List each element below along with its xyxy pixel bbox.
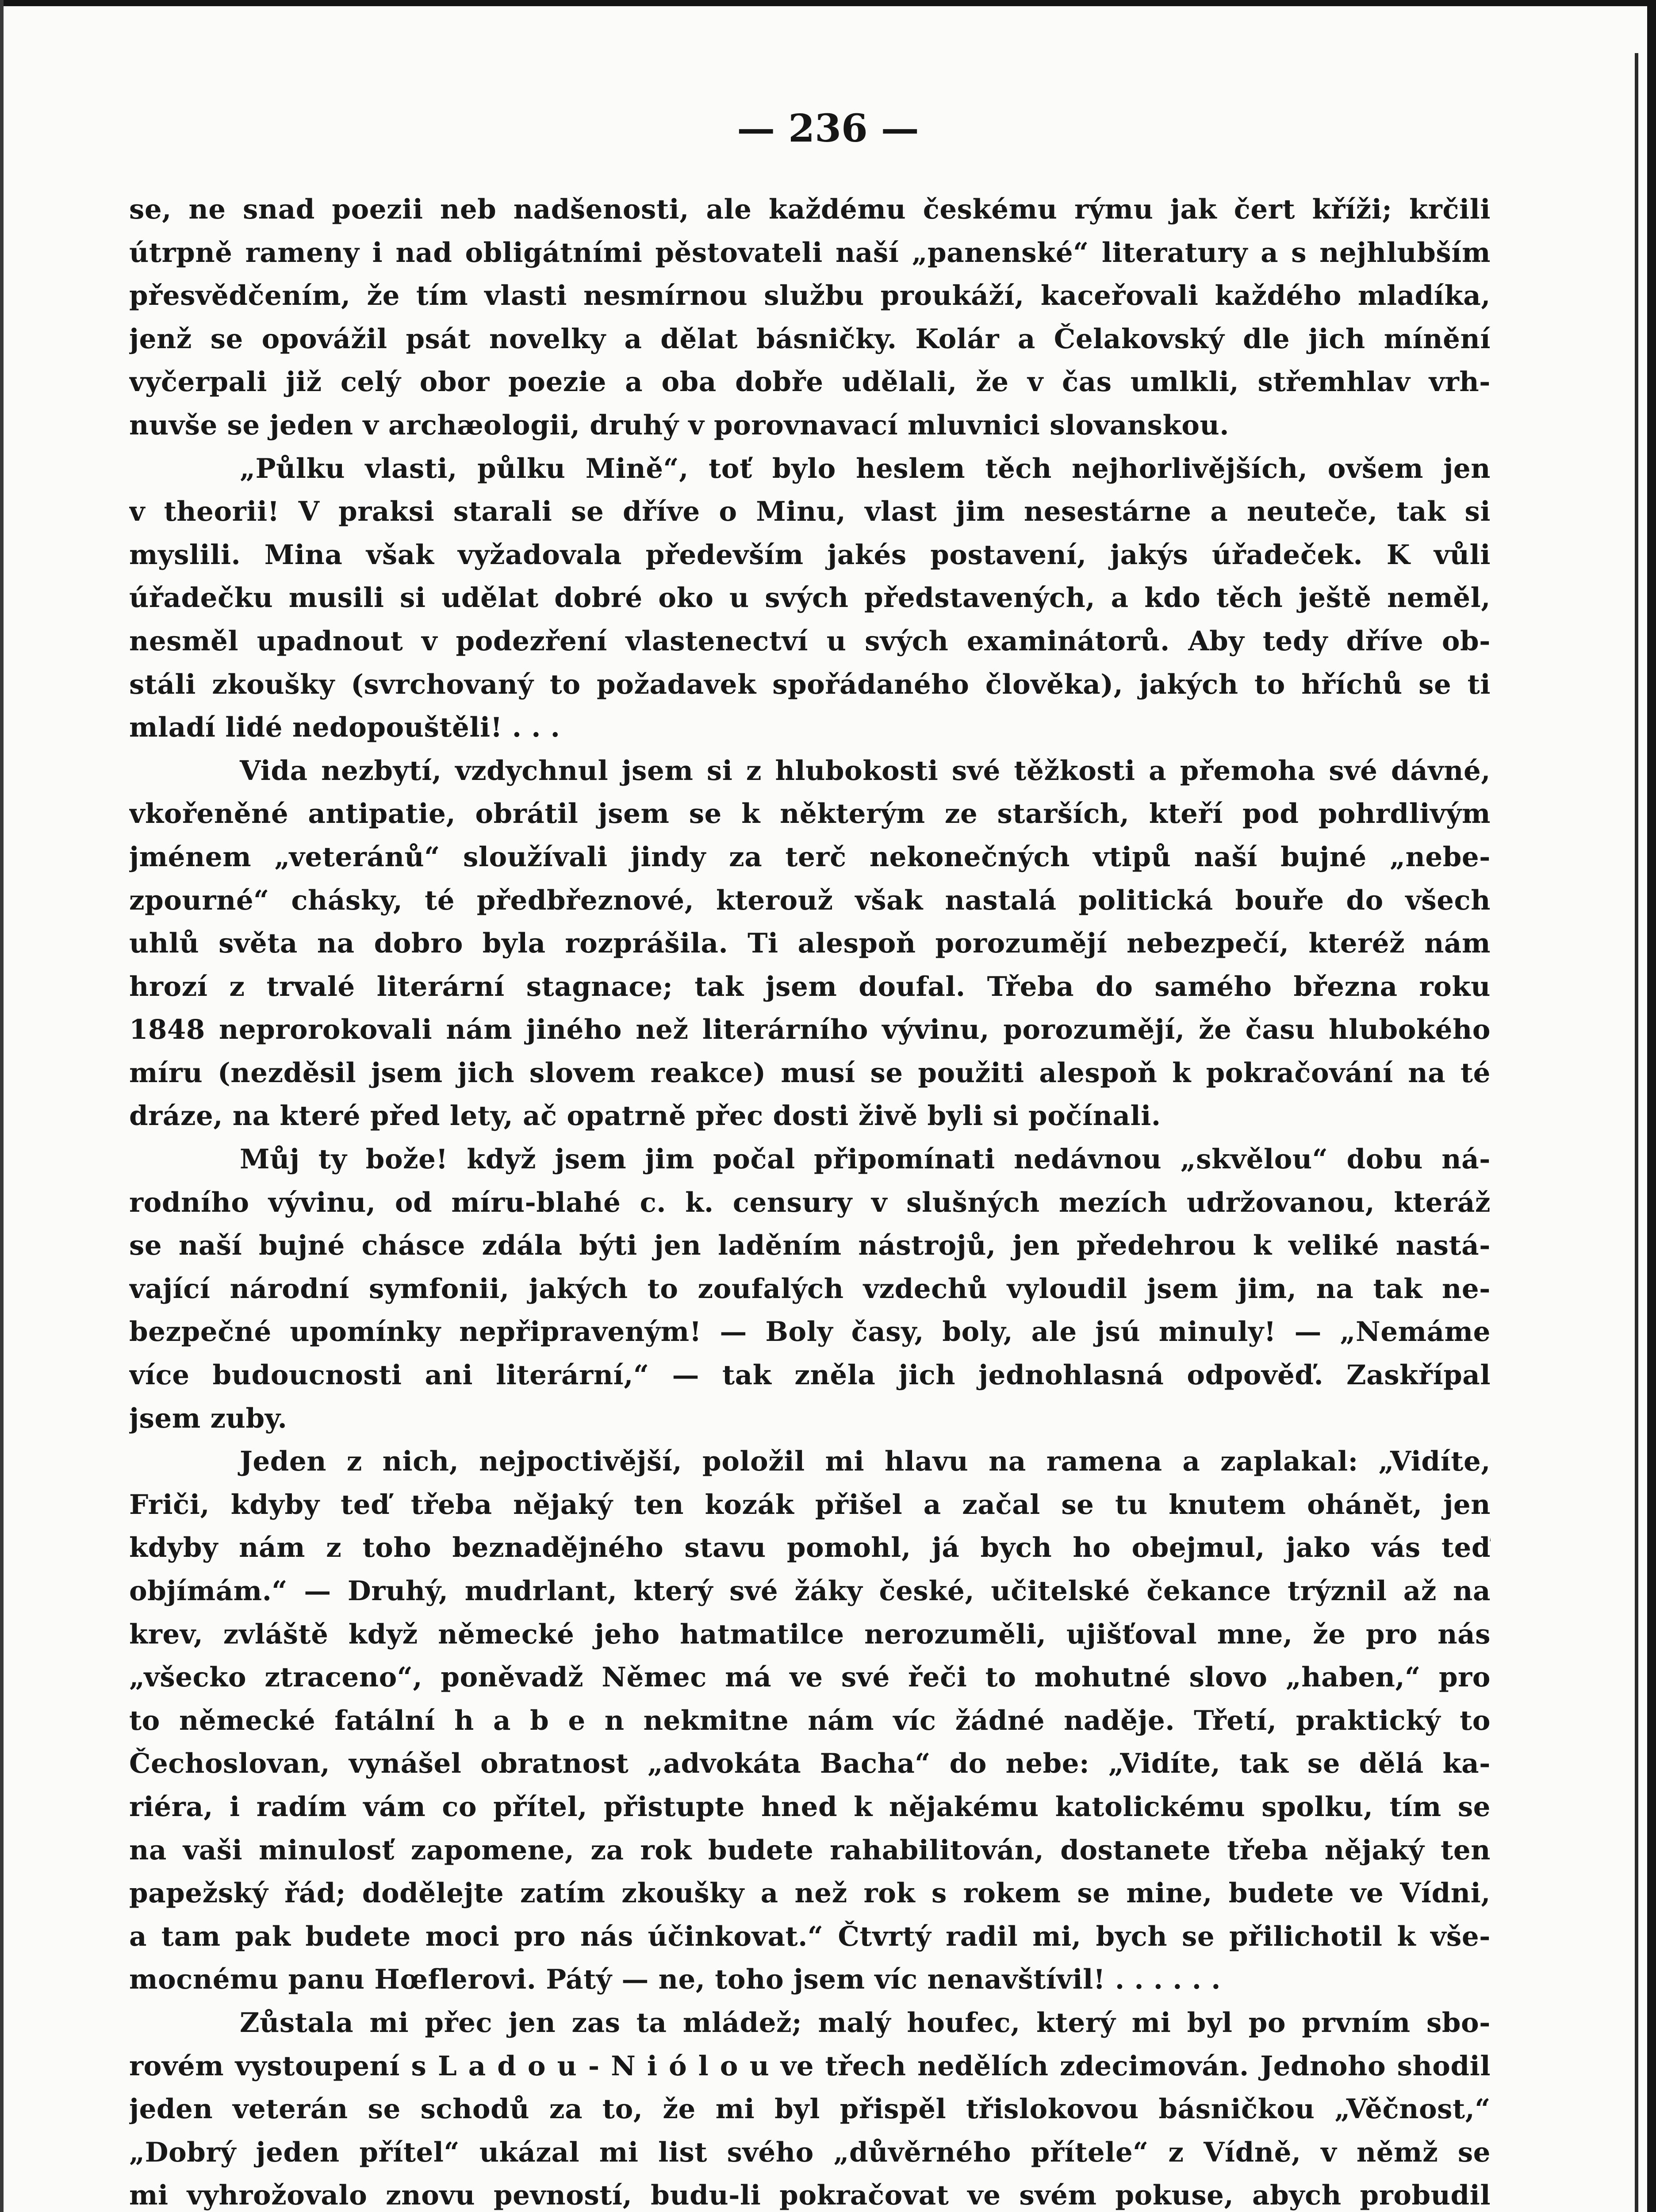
text-line: myslili. Mina však vyžadovala především jakés postavení, jakýs úřadeček. K vůli bbox=[129, 539, 1491, 571]
body-text bbox=[129, 188, 1491, 2212]
text-line: vyčerpali již celý obor poezie a oba dobře udělali, že v čas umlkli, střemhlav vrh- bbox=[129, 366, 1491, 398]
text-line: dráze, na které před lety, ač opatrně přec dosti živě byli si počínali. bbox=[129, 1100, 1161, 1132]
text-line: nuvše se jeden v archæologii, druhý v porovnavací mluvnici slovanskou. bbox=[129, 409, 1230, 441]
text-line: útrpně rameny i nad obligátními pěstovateli naší „panenské“ literatury a s nejhlubším bbox=[129, 237, 1491, 269]
text-line: Jeden z nich, nejpoctivější, položil mi hlavu na ramena a zaplakal: „Vidíte, bbox=[240, 1446, 1491, 1478]
text-line: nesměl upadnout v podezření vlastenectví u svých examinátorů. Aby tedy dříve ob- bbox=[129, 625, 1491, 657]
text-line: se naší bujné chásce zdála býti jen laděním nástrojů, jen předehrou k veliké nastá- bbox=[129, 1230, 1491, 1262]
text-line: rodního vývinu, od míru-blahé c. k. censury v slušných mezích udržovanou, kteráž bbox=[129, 1187, 1491, 1218]
text-line: Čechoslovan, vynášel obratnost „advokáta Bacha“ do nebe: „Vidíte, tak se dělá ka- bbox=[129, 1748, 1491, 1780]
text-line: na vaši minulosť zapomene, za rok budete rahabilitován, dostanete třeba nějaký ten bbox=[129, 1834, 1491, 1866]
text-line: krev, zvláště když německé jeho hatmatilce nerozuměli, ujišťoval mne, že pro nás bbox=[129, 1618, 1491, 1650]
text-line: jsem zuby. bbox=[129, 1402, 288, 1434]
text-line: Friči, kdyby teď třeba nějaký ten kozák přišel a začal se tu knutem ohánět, jen bbox=[129, 1489, 1491, 1521]
text-line: jménem „veteránů“ sloužívali jindy za terč nekonečných vtipů naší bujné „nebe- bbox=[129, 841, 1491, 873]
text-line: papežský řád; dodělejte zatím zkoušky a než rok s rokem se mine, budete ve Vídni, bbox=[129, 1878, 1491, 1909]
text-line: jenž se opovážil psát novelky a dělat básničky. Kolár a Čelakovský dle jich mínění bbox=[129, 323, 1491, 355]
text-line: mi vyhrožovalo znovu pevností, budu-li pokračovat ve svém pokuse, abych probudil bbox=[129, 2180, 1491, 2212]
text-line: „všecko ztraceno“, poněvadž Němec má ve své řeči to mohutné slovo „haben,“ pro bbox=[129, 1662, 1491, 1694]
text-line: mladí lidé nedopouštěli! . . . bbox=[129, 712, 560, 744]
text-line: objímám.“ — Druhý, mudrlant, který své žáky české, učitelské čekance trýznil až na bbox=[129, 1575, 1491, 1607]
text-line: 1848 neprorokovali nám jiného než literárního vývinu, porozumějí, že času hlubokého bbox=[129, 1014, 1491, 1046]
text-line: hrozí z trvalé literární stagnace; tak jsem doufal. Třeba do samého března roku bbox=[129, 971, 1491, 1002]
text-line: jeden veterán se schodů za to, že mi byl přispěl třislokovou básničkou „Věčnost,“ bbox=[129, 2093, 1491, 2125]
text-line: přesvědčením, že tím vlasti nesmírnou službu proukáží, kaceřovali každého mladíka, bbox=[129, 280, 1491, 312]
scan-border-right-inner bbox=[1635, 53, 1638, 2212]
text-line: úřadečku musili si udělat dobré oko u svých představených, a kdo těch ještě neměl, bbox=[129, 582, 1491, 614]
text-line: mocnému panu Hœflerovi. Pátý — ne, toho jsem víc nenavštívil! . . . . . . bbox=[129, 1964, 1221, 1996]
page-number: — 236 — bbox=[737, 106, 919, 151]
text-line: více budoucnosti ani literární,“ — tak zněla jich jednohlasná odpověď. Zaskřípal bbox=[129, 1359, 1491, 1391]
text-line: zpourné“ chásky, té předbřeznové, kterouž však nastalá politická bouře do všech bbox=[129, 884, 1491, 916]
text-line: se, ne snad poezii neb nadšenosti, ale každému českému rýmu jak čert kříži; krčili bbox=[129, 194, 1491, 225]
text-line: stáli zkoušky (svrchovaný to požadavek spořádaného člověka), jakých to hříchů se ti bbox=[129, 668, 1491, 700]
text-line: vkořeněné antipatie, obrátil jsem se k některým ze starších, kteří pod pohrdlivým bbox=[129, 798, 1491, 830]
text-line: Vida nezbytí, vzdychnul jsem si z hlubokosti své těžkosti a přemoha své dávné, bbox=[240, 755, 1491, 787]
text-line: „Dobrý jeden přítel“ ukázal mi list svého „důvěrného přítele“ z Vídně, v němž se bbox=[129, 2136, 1491, 2168]
text-line: kdyby nám z toho beznadějného stavu pomohl, já bych ho obejmul, jako vás teď bbox=[129, 1532, 1491, 1564]
scan-border-left bbox=[0, 0, 4, 2212]
text-line: Zůstala mi přec jen zas ta mládež; malý houfec, který mi byl po prvním sbo- bbox=[240, 2007, 1491, 2039]
text-line: rovém vystoupení s L a d o u - N i ó l o u ve třech nedělích zdecimován. Jednoho shodil bbox=[129, 2050, 1491, 2082]
text-line: „Půlku vlasti, půlku Mině“, toť bylo heslem těch nejhorlivějších, ovšem jen bbox=[240, 453, 1491, 484]
text-line: uhlů světa na dobro byla rozprášila. Ti alespoň porozumějí nebezpečí, kteréž nám bbox=[129, 928, 1491, 960]
text-line: v theorii! V praksi starali se dříve o Minu, vlast jim nesestárne a neuteče, tak si bbox=[129, 496, 1491, 528]
scan-border-right bbox=[1647, 0, 1656, 2212]
text-line: míru (nezděsil jsem jich slovem reakce) musí se použiti alespoň k pokračování na té bbox=[129, 1057, 1491, 1089]
text-line: vající národní symfonii, jakých to zoufalých vzdechů vyloudil jsem jim, na tak ne- bbox=[129, 1273, 1491, 1305]
text-line: Můj ty bože! když jsem jim počal připomínati nedávnou „skvělou“ dobu ná- bbox=[240, 1144, 1491, 1175]
scan-border-top bbox=[0, 0, 1656, 6]
text-line: bezpečné upomínky nepřipraveným! — Boly časy, boly, ale jsú minuly! — „Nemáme bbox=[129, 1316, 1491, 1348]
text-line: a tam pak budete moci pro nás účinkovat.“ Čtvrtý radil mi, bych se přilichotil k vše- bbox=[129, 1920, 1491, 1952]
text-line: to německé fatální h a b e n nekmitne nám víc žádné naděje. Třetí, praktický to bbox=[129, 1705, 1491, 1736]
text-line: riéra, i radím vám co přítel, přistupte hned k nějakému katolickému spolku, tím se bbox=[129, 1791, 1491, 1823]
